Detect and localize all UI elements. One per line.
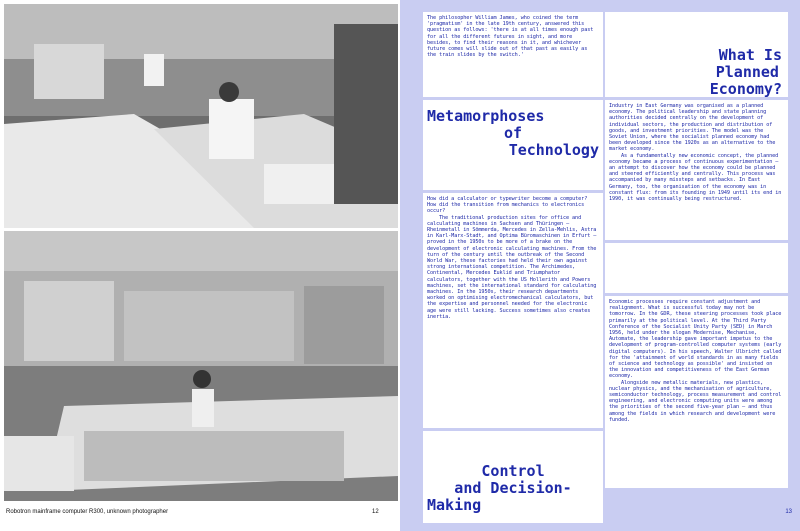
heading-line: Metamorphoses bbox=[427, 107, 545, 125]
heading-line: Planned bbox=[715, 63, 779, 81]
heading-line: Technology bbox=[508, 141, 599, 159]
paragraph: Economic processes require constant adjustment and realignment. What is successful today may not be tomorrow. In the GDR, these steering processes took place primarily at the political level. At the Third Party Conference of the Socialist Unity Party (SED) in March 1956, held under the slogan Modernise, Mechanise, Automate, the leadership gave important impetus to the development of program-controlled computer systems (early digital computers). In his speech, Walter Ulbricht called for the 'attainment of world standards in as many fields of science and technology as possible' and insisted on the innovation and competitiveness of the East German economy. bbox=[609, 299, 782, 380]
paragraph: Industry in East Germany was organised as a planned economy. The political leadership and state planning authorities decided centrally on the development of individual sectors, the production and distribution of goods, and investment priorities. The model was the Soviet Union, where the socialist planned economy had been developed since the 1920s as an alternative to the market economy. bbox=[609, 103, 776, 153]
metamorphoses-of-technology-heading bbox=[427, 108, 599, 159]
paragraph: The traditional production sites for office and calculating machines in Sachsen and Thüringen – Rheinmetall in Sömmerda, Mercedes in Zella-Mehlis, Astra in Karl-Marx-Stadt, and Optima Büromaschinen in Erfurt – proved in the 1950s to be more of a brake on the development of electronic calculating machines. From the turn of the century until the outbreak of the Second World War, these factories had held their own against strong international competition. The Archimedes, Continental, Mercedes Euklid and Triumphator calculators, together with the US Hollerith and Powers machines, set the international standard for calculating machines. In the 1950s, their research departments worked on optimising electromechanical calculators, but the expertise and personnel needed for the electronic age were still lacking. Success sometimes also creates inertia. bbox=[427, 214, 597, 320]
heading-line: of bbox=[503, 124, 523, 142]
what-is-planned-economy-cell bbox=[605, 12, 788, 97]
photo-mainframe-operator bbox=[4, 4, 398, 228]
heading-line: Economy? bbox=[709, 80, 782, 98]
heading-line: What Is bbox=[718, 46, 782, 64]
quote-cell bbox=[423, 12, 603, 97]
heading-line: Making bbox=[427, 496, 482, 514]
planned-economy-text-cell bbox=[605, 100, 788, 240]
right-page bbox=[400, 0, 800, 531]
empty-cell bbox=[605, 243, 788, 293]
heading-line: Control bbox=[481, 462, 545, 480]
control-cell bbox=[423, 431, 603, 523]
economic-processes-text-cell bbox=[605, 296, 788, 488]
photo-computer-room-graphic bbox=[4, 231, 398, 501]
paragraph: As a fundamentally new economic concept, the planned economy became a process of continuous experimentation – an attempt to discover how the economy could be planned and steered efficiently and centrally. This process was accompanied by many missteps and setbacks. In East Germany, too, the organisation of the economy was in constant flux: from its founding in 1949 until its end in 1990, it was continually being restructured. bbox=[609, 152, 782, 203]
what-is-planned-economy-heading bbox=[710, 47, 782, 98]
metamorphoses-cell bbox=[423, 100, 603, 190]
photo-computer-room bbox=[4, 231, 398, 501]
control-and-decision-making-heading bbox=[427, 463, 599, 514]
heading-line: and Decision- bbox=[454, 479, 572, 497]
page-number-right: 13 bbox=[785, 509, 792, 515]
page-number-left: 12 bbox=[372, 509, 379, 515]
william-james-quote: The philosopher William James, who coined the term 'pragmatism' in the late 19th century, answered this question as follows: 'there is at all times enough past for all the different futures in sight, and more besides, to find their reasons in it, and whichever future comes will slide out of that past as easily as the train slides by the switch.' bbox=[427, 15, 594, 59]
paragraph: How did a calculator or typewriter become a computer? How did the transition from mechanics to electronics occur? bbox=[427, 196, 588, 215]
photo-caption: Robotron mainframe computer R300, unknown photographer bbox=[6, 509, 169, 515]
calculator-text-cell bbox=[423, 193, 603, 428]
paragraph: Alongside new metallic materials, new plastics, nuclear physics, and the mechanisation of agriculture, semiconductor technology, process measurement and control engineering, and electronic computing units were among the priorities of the second five-year plan – and thus among the fields in which research and development were funded. bbox=[609, 379, 782, 423]
photo-mainframe-operator-graphic bbox=[4, 4, 398, 228]
